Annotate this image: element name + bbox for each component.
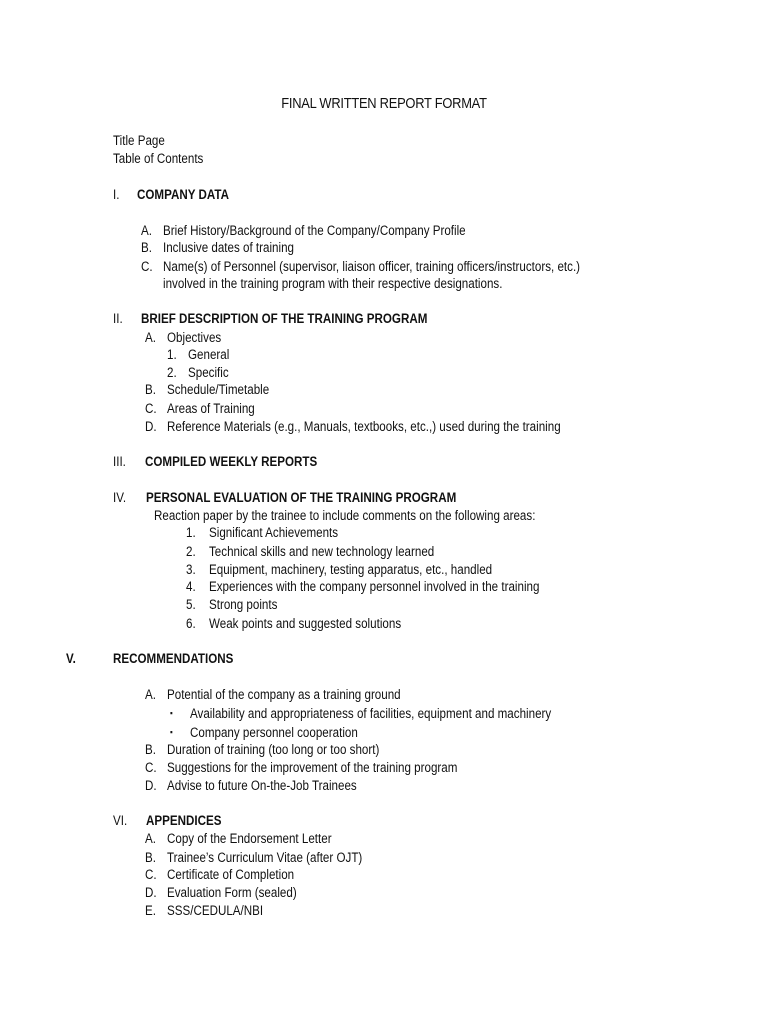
list-marker: A. bbox=[141, 223, 152, 238]
page-title: FINAL WRITTEN REPORT FORMAT bbox=[281, 95, 487, 112]
list-item: Schedule/Timetable bbox=[167, 382, 270, 397]
list-marker: C. bbox=[145, 760, 157, 775]
list-marker: A. bbox=[145, 330, 156, 345]
list-item: Technical skills and new technology learned bbox=[209, 544, 435, 559]
list-item: Evaluation Form (sealed) bbox=[167, 885, 297, 900]
bullet-square-icon: ▪ bbox=[170, 708, 173, 718]
bullet-item: Availability and appropriateness of facilities, equipment and machinery bbox=[190, 706, 552, 721]
list-item: Areas of Training bbox=[167, 401, 255, 416]
list-item: Significant Achievements bbox=[209, 525, 339, 540]
list-item: Trainee’s Curriculum Vitae (after OJT) bbox=[167, 850, 363, 865]
section-heading-recommendations: RECOMMENDATIONS bbox=[113, 651, 234, 666]
section-heading-compiled-weekly-reports: COMPILED WEEKLY REPORTS bbox=[145, 454, 318, 469]
section-numeral: II. bbox=[113, 311, 123, 326]
list-item: Objectives bbox=[167, 330, 222, 345]
list-item: Inclusive dates of training bbox=[163, 240, 295, 255]
list-marker: C. bbox=[141, 259, 153, 274]
list-marker: D. bbox=[145, 778, 157, 793]
list-marker: 4. bbox=[186, 579, 196, 594]
list-marker: B. bbox=[145, 742, 156, 757]
list-marker: 2. bbox=[186, 544, 196, 559]
list-marker: A. bbox=[145, 687, 156, 702]
list-marker: 1. bbox=[186, 525, 196, 540]
list-item: Advise to future On-the-Job Trainees bbox=[167, 778, 357, 793]
list-marker: C. bbox=[145, 867, 157, 882]
list-item: Potential of the company as a training ground bbox=[167, 687, 401, 702]
list-marker: D. bbox=[145, 885, 157, 900]
list-item: Equipment, machinery, testing apparatus, etc., handled bbox=[209, 562, 493, 577]
list-marker: C. bbox=[145, 401, 157, 416]
list-marker: B. bbox=[145, 850, 156, 865]
list-item: Copy of the Endorsement Letter bbox=[167, 831, 332, 846]
sub-list-marker: 2. bbox=[167, 365, 177, 380]
section-numeral: VI. bbox=[113, 813, 128, 828]
list-item: Certificate of Completion bbox=[167, 867, 295, 882]
section-numeral: V. bbox=[66, 651, 76, 666]
list-item: Strong points bbox=[209, 597, 278, 612]
list-item: Duration of training (too long or too short) bbox=[167, 742, 380, 757]
section-numeral: III. bbox=[113, 454, 126, 469]
section-heading-personal-evaluation: PERSONAL EVALUATION OF THE TRAINING PROGRAM bbox=[146, 490, 457, 505]
section-heading-company-data: COMPANY DATA bbox=[137, 187, 230, 202]
section-heading-brief-description: BRIEF DESCRIPTION OF THE TRAINING PROGRAM bbox=[141, 311, 428, 326]
front-matter-title-page: Title Page bbox=[113, 133, 165, 148]
bullet-item: Company personnel cooperation bbox=[190, 725, 358, 740]
list-marker: B. bbox=[141, 240, 152, 255]
sub-list-item: General bbox=[188, 347, 230, 362]
list-marker: B. bbox=[145, 382, 156, 397]
sub-list-marker: 1. bbox=[167, 347, 177, 362]
list-item: Suggestions for the improvement of the training program bbox=[167, 760, 458, 775]
list-marker: D. bbox=[145, 419, 157, 434]
section-intro: Reaction paper by the trainee to include comments on the following areas: bbox=[154, 508, 536, 523]
front-matter-table-of-contents: Table of Contents bbox=[113, 151, 204, 166]
list-item: Experiences with the company personnel involved in the training bbox=[209, 579, 540, 594]
list-item-continuation: involved in the training program with their respective designations. bbox=[163, 276, 503, 291]
list-item: Name(s) of Personnel (supervisor, liaison officer, training officers/instructors, etc.) bbox=[163, 259, 581, 274]
section-heading-appendices: APPENDICES bbox=[146, 813, 222, 828]
list-item: Reference Materials (e.g., Manuals, textbooks, etc.,) used during the training bbox=[167, 419, 561, 434]
list-item: SSS/CEDULA/NBI bbox=[167, 903, 264, 918]
list-marker: E. bbox=[145, 903, 156, 918]
list-marker: 5. bbox=[186, 597, 196, 612]
section-numeral: IV. bbox=[113, 490, 127, 505]
list-item: Brief History/Background of the Company/Company Profile bbox=[163, 223, 466, 238]
list-marker: A. bbox=[145, 831, 156, 846]
sub-list-item: Specific bbox=[188, 365, 229, 380]
list-item: Weak points and suggested solutions bbox=[209, 616, 402, 631]
list-marker: 6. bbox=[186, 616, 196, 631]
list-marker: 3. bbox=[186, 562, 196, 577]
section-numeral: I. bbox=[113, 187, 120, 202]
bullet-square-icon: ▪ bbox=[170, 727, 173, 737]
